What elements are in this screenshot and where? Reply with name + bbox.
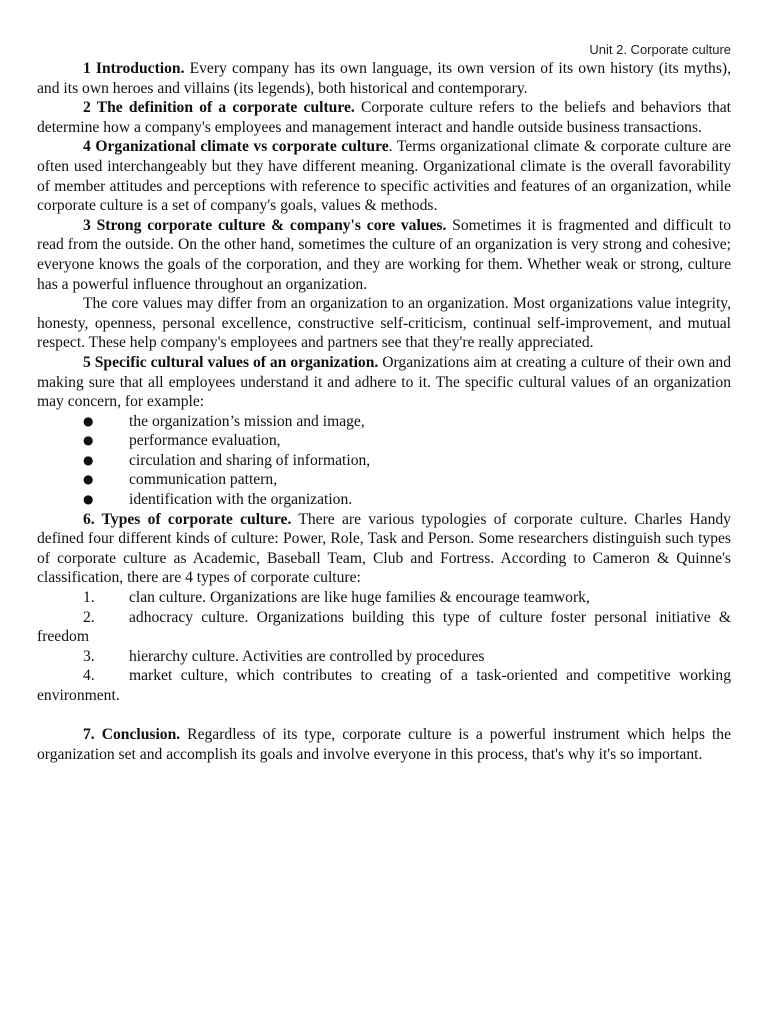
- bullet-icon: ●: [83, 472, 94, 487]
- culture-types-list: [37, 588, 731, 706]
- list-item: [37, 490, 731, 510]
- bullet-icon: ●: [83, 492, 94, 507]
- intro-paragraph: [37, 59, 731, 98]
- list-item-number: 2.: [83, 608, 95, 626]
- strong-culture-heading: 3 Strong corporate culture & company's core values.: [83, 216, 447, 234]
- conclusion-paragraph: [37, 725, 731, 764]
- list-item-text: identification with the organization.: [129, 491, 353, 509]
- types-text: There are various typologies of corporate culture. Charles Handy defined four different kinds of culture: Power, Role, Task and Person. Some researchers distinguish such types of corporate culture as Academic, Baseball Team, Club and Fortress. According to Cameron & Quinne's classification, there are 4 types of corporate culture:: [37, 510, 731, 587]
- specific-values-text: Organizations aim at creating a culture of their own and making sure that all employees understand it and adhere to it. The specific cultural values of an organization may concern, for example:: [37, 353, 731, 411]
- definition-heading: 2 The definition of a corporate culture.: [83, 99, 355, 117]
- conclusion-text: Regardless of its type, corporate culture is a powerful instrument which helps the organization set and accomplish its goals and involve everyone in this process, that's why it's so important.: [37, 726, 731, 763]
- types-paragraph: [37, 510, 731, 588]
- list-item-number: 1.: [83, 589, 95, 607]
- document-body: [37, 59, 731, 764]
- list-item: [37, 412, 731, 432]
- conclusion-heading: 7. Conclusion.: [83, 726, 181, 744]
- list-item-text: communication pattern,: [129, 471, 278, 489]
- list-item-text: market culture, which contributes to creating of a task-oriented and competitive working environment.: [37, 667, 731, 704]
- list-item-number: 4.: [83, 667, 95, 685]
- climate-paragraph: [37, 137, 731, 215]
- list-item: [37, 431, 731, 451]
- list-item-text: clan culture. Organizations are like huge families & encourage teamwork,: [129, 589, 590, 607]
- specific-values-heading: 5 Specific cultural values of an organization.: [83, 353, 379, 371]
- specific-values-list: [37, 412, 731, 510]
- list-item: [37, 666, 731, 705]
- types-heading: 6. Types of corporate culture.: [83, 510, 292, 528]
- definition-paragraph: [37, 98, 731, 137]
- specific-values-paragraph: [37, 353, 731, 412]
- core-values-paragraph: The core values may differ from an organization to an organization. Most organizations value integrity, honesty, openness, personal excellence, constructive self-criticism, continual self-improvement, and mutual respect. These help company's employees and partners see that they're really appreciated.: [37, 295, 731, 352]
- strong-culture-text: Sometimes it is fragmented and difficult to read from the outside. On the other hand, sometimes the culture of an organization is very strong and cohesive; everyone knows the goals of the corporation, and they are working for them. Whether weak or strong, culture has a powerful influence throughout an organization.: [37, 216, 731, 293]
- list-item: [37, 470, 731, 490]
- list-item: [37, 588, 731, 608]
- list-item-text: the organization’s mission and image,: [129, 412, 365, 430]
- intro-text: Every company has its own language, its own version of its own history (its myths), and its own heroes and villains (its legends), both historical and contemporary.: [37, 60, 731, 97]
- definition-text: Corporate culture refers to the beliefs and behaviors that determine how a company's employees and management interact and handle outside business transactions.: [37, 99, 732, 136]
- list-item: [37, 451, 731, 471]
- blank-line: [37, 706, 731, 726]
- document-page: [37, 40, 731, 764]
- list-item: [37, 647, 731, 667]
- strong-culture-paragraph: [37, 216, 731, 294]
- list-item-text: hierarchy culture. Activities are controlled by procedures: [129, 647, 485, 665]
- running-header: Unit 2. Corporate culture: [589, 42, 731, 57]
- list-item-text: circulation and sharing of information,: [129, 451, 371, 469]
- list-item-number: 3.: [83, 647, 95, 665]
- bullet-icon: ●: [83, 413, 94, 428]
- climate-text: . Terms organizational climate & corporate culture are often used interchangeably but they have different meaning. Organizational climate is the overall favorability of member attitudes and perceptions with reference to specific activities and features of an organization, while corporate culture is a set of company's goals, values & methods.: [37, 138, 731, 215]
- climate-heading: 4 Organizational climate vs corporate culture: [83, 138, 389, 156]
- list-item-text: performance evaluation,: [129, 432, 281, 450]
- list-item-text: adhocracy culture. Organizations building this type of culture foster personal initiative & freedom: [37, 608, 731, 646]
- list-item: [37, 608, 731, 647]
- bullet-icon: ●: [83, 433, 94, 448]
- intro-heading: 1 Introduction.: [83, 60, 185, 77]
- bullet-icon: ●: [83, 452, 94, 467]
